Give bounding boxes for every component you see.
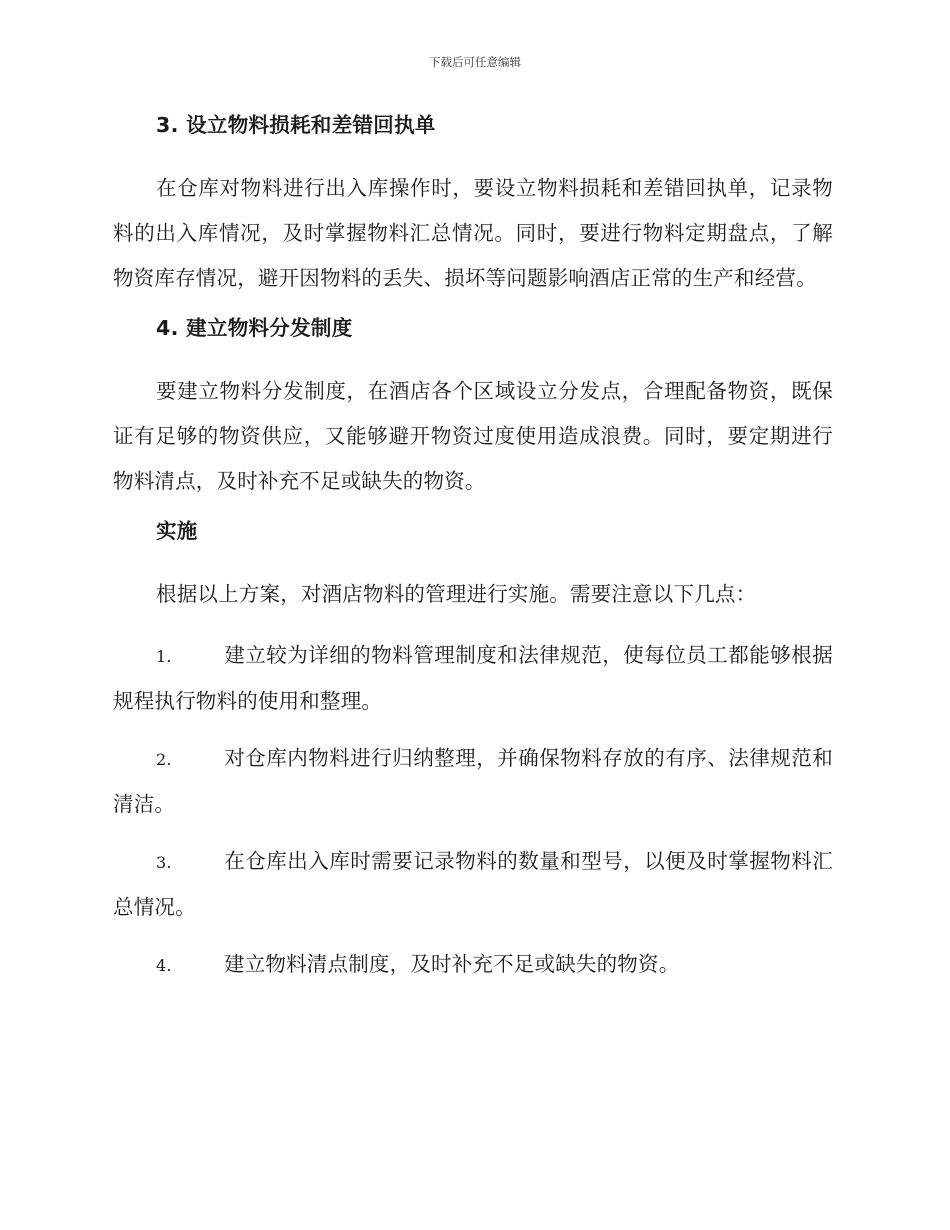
section-3-paragraph: 在仓库对物料进行出入库操作时，要设立物料损耗和差错回执单，记录物料的出入库情况，及时掌握物料汇总情况。同时，要进行物料定期盘点，了解物资库存情况，避开因物料的丢失、损坏等问题影响酒店正常的生产和经营。 xyxy=(113,176,833,290)
list-item-number: 3. xyxy=(156,853,172,872)
list-item-text: 建立较为详细的物料管理制度和法律规范，使每位员工都能够根据规程执行物料的使用和整理。 xyxy=(113,643,833,713)
list-item xyxy=(113,839,833,930)
implementation-heading: 实施 xyxy=(156,519,198,543)
list-item xyxy=(113,633,833,724)
section-4-paragraph: 要建立物料分发制度，在酒店各个区域设立分发点，合理配备物资，既保证有足够的物资供应，又能够避开物资过度使用造成浪费。同时，要定期进行物料清点，及时补充不足或缺失的物资。 xyxy=(113,379,833,493)
list-item-text: 在仓库出入库时需要记录物料的数量和型号，以便及时掌握物料汇总情况。 xyxy=(113,849,833,919)
list-item-text: 对仓库内物料进行归纳整理，并确保物料存放的有序、法律规范和清洁。 xyxy=(113,746,833,816)
list-item xyxy=(113,942,833,988)
section-4-heading: 4. 建立物料分发制度 xyxy=(156,316,353,340)
page-header: 下载后可任意编辑 xyxy=(429,55,521,69)
implementation-intro: 根据以上方案，对酒店物料的管理进行实施。需要注意以下几点： xyxy=(156,582,757,606)
list-item-number: 1. xyxy=(156,647,172,666)
list-item-number: 2. xyxy=(156,750,172,769)
list-item-number: 4. xyxy=(156,956,172,975)
list-item-text: 建立物料清点制度，及时补充不足或缺失的物资。 xyxy=(224,952,680,976)
list-item xyxy=(113,736,833,827)
document-body xyxy=(113,110,833,1000)
section-3-heading: 3. 设立物料损耗和差错回执单 xyxy=(156,113,436,137)
